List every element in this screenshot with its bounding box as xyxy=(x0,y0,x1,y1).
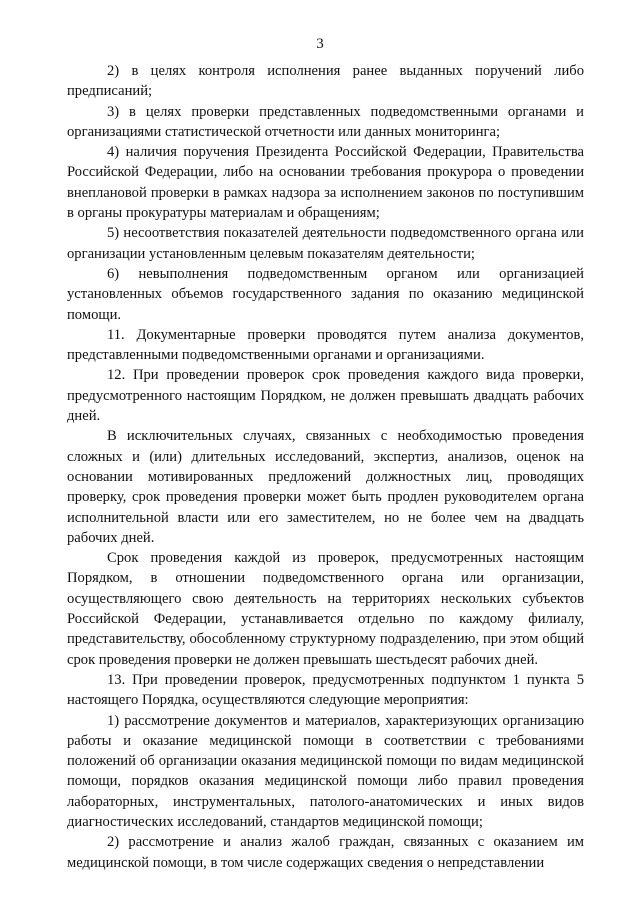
document-body xyxy=(67,61,584,873)
paragraph-item-3-statistics: 3) в целях проверки представленных подведомственными органами и организациями статистической отчетности или данных мониторинга; xyxy=(67,103,584,140)
paragraph-clause-11: 11. Документарные проверки проводятся путем анализа документов, представленными подведомственными органами и организациями. xyxy=(67,326,584,364)
paragraph-measure-2-complaints: 2) рассмотрение и анализ жалоб граждан, связанных с оказанием им медицинской помощи, в том числе содержащих сведения о непредставлении xyxy=(67,834,584,871)
paragraph-measure-1-review: 1) рассмотрение документов и материалов, характеризующих организацию работы и оказание медицинской помощи в соответствии с требованиями положений об организации оказания медицинской помощи по видам медицинской помощи, порядков оказания медицинской помощи либо правил проведения лабораторных, инструментальных, патолого-анатомических и иных видов диагностических исследований, стандартов медицинской помощи; xyxy=(67,712,584,830)
paragraph-branch-term: Срок проведения каждой из проверок, предусмотренных настоящим Порядком, в отношении подведомственного органа или организации, осуществляющего свою деятельность на территориях нескольких субъектов Российской Федерации, устанавливается отдельно по каждому филиалу, представительству, обособленному структурному подразделению, при этом общий срок проведения проверки не должен превышать шестьдесят рабочих дней. xyxy=(67,550,584,668)
paragraph-exceptional-cases: В исключительных случаях, связанных с необходимостью проведения сложных и (или) длительных исследований, экспертиз, анализов, оценок на основании мотивированных предложений должностных лиц, проводящих проверку, срок проведения проверки может быть продлен руководителем органа исполнительной власти или его заместителем, но не более чем на двадцать рабочих дней. xyxy=(67,428,584,546)
paragraph-item-4-president-order: 4) наличия поручения Президента Российской Федерации, Правительства Российской Федерации, либо на основании требования прокурора о проведении внеплановой проверки в рамках надзора за исполнением законов по поступившим в органы прокуратуры материалам и обращениям; xyxy=(67,144,584,222)
paragraph-clause-12: 12. При проведении проверок срок проведения каждого вида проверки, предусмотренного настоящим Порядком, не должен превышать двадцать рабочих дней. xyxy=(67,367,584,425)
paragraph-item-5-indicators: 5) несоответствия показателей деятельности подведомственного органа или организации установленным целевым показателям деятельности; xyxy=(67,225,584,262)
paragraph-item-2-control: 2) в целях контроля исполнения ранее выданных поручений либо предписаний; xyxy=(67,63,584,100)
paragraph-clause-13: 13. При проведении проверок, предусмотренных подпунктом 1 пункта 5 настоящего Порядка, осуществляются следующие мероприятия: xyxy=(67,671,584,709)
paragraph-item-6-state-task: 6) невыполнения подведомственным органом или организацией установленных объемов государственного задания по оказанию медицинской помощи. xyxy=(67,265,584,323)
page-number: 3 xyxy=(316,36,324,52)
